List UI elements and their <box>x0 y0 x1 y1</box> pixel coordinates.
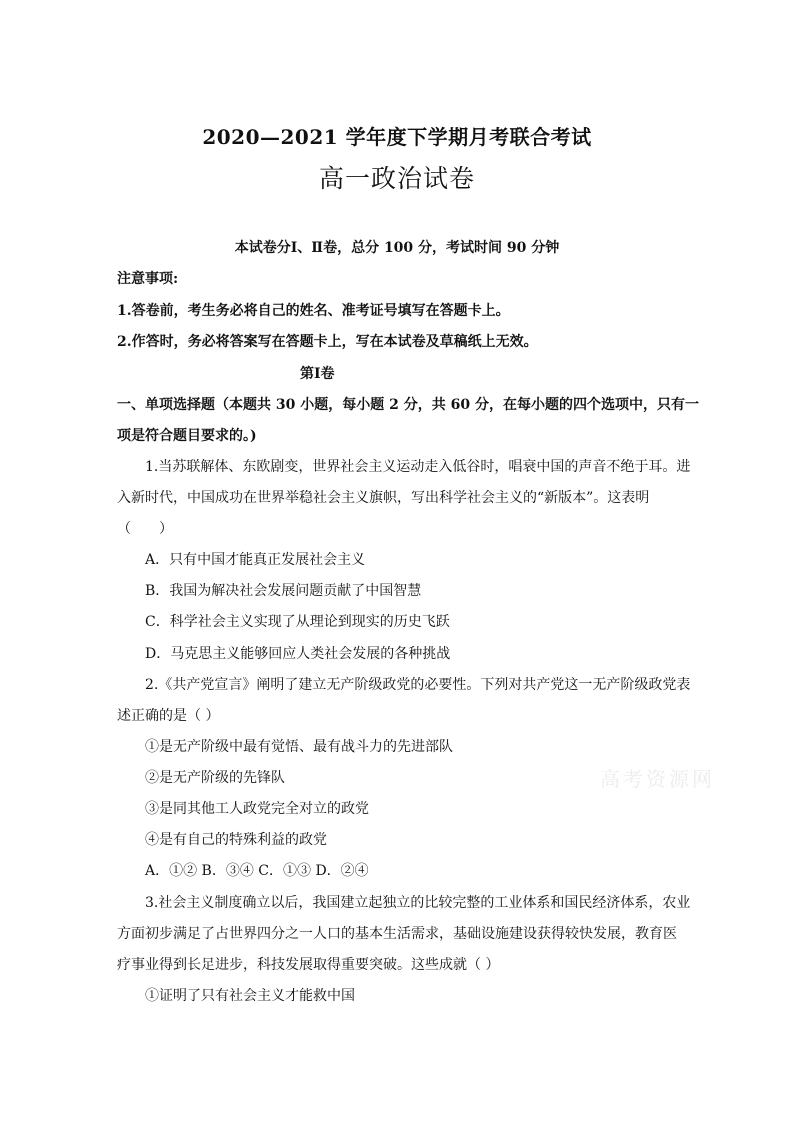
question-stem: 述正确的是（ ） <box>117 708 220 724</box>
question-stem: 2.《共产党宣言》阐明了建立无产阶级政党的必要性。下列对共产党这一无产阶级政党表 <box>145 677 691 693</box>
note-item: 2.作答时，务必将答案写在答题卡上，写在本试卷及草稿纸上无效。 <box>117 334 538 350</box>
statement-item: ②是无产阶级的先锋队 <box>145 770 285 786</box>
answer-option: D．马克思主义能够回应人类社会发展的各种挑战 <box>145 646 451 662</box>
answer-option: C．科学社会主义实现了从理论到现实的历史飞跃 <box>145 614 450 630</box>
answer-option: B．我国为解决社会发展问题贡献了中国智慧 <box>145 583 422 599</box>
answer-options-line: A．①② B．③④ C．①③ D．②④ <box>145 863 369 879</box>
volume-title: 第Ⅰ卷 <box>300 366 335 382</box>
statement-item: ④是有自己的特殊利益的政党 <box>145 832 327 848</box>
question-stem: 方面初步满足了占世界四分之一人口的基本生活需求，基础设施建设获得较快发展，教育医 <box>117 926 677 942</box>
question-stem: 入新时代，中国成功在世界举稳社会主义旗帜，写出科学社会主义的“新版本”。这表明 <box>117 490 650 506</box>
question-stem: （ ） <box>117 521 173 537</box>
note-item: 1.答卷前，考生务必将自己的姓名、准考证号填写在答题卡上。 <box>117 303 510 319</box>
statement-item: ①证明了只有社会主义才能救中国 <box>145 988 355 1004</box>
statement-item: ③是同其他工人政党完全对立的政党 <box>145 801 369 817</box>
answer-option: A．只有中国才能真正发展社会主义 <box>145 552 366 568</box>
exam-title: 2020—2021 学年度下学期月考联合考试 <box>202 125 592 149</box>
statement-item: ①是无产阶级中最有觉悟、最有战斗力的先进部队 <box>145 739 453 755</box>
section-instruction: 项是符合题目要求的。) <box>117 428 257 444</box>
exam-info: 本试卷分Ⅰ、Ⅱ卷，总分 100 分，考试时间 90 分钟 <box>234 240 560 256</box>
question-stem: 疗事业得到长足进步，科技发展取得重要突破。这些成就（ ） <box>117 957 500 973</box>
section-instruction: 一、单项选择题（本题共 30 小题，每小题 2 分，共 60 分，在每小题的四个选项中，只有一 <box>117 397 699 413</box>
exam-subtitle: 高一政治试卷 <box>318 164 475 193</box>
question-stem: 3.社会主义制度确立以后，我国建立起独立的比较完整的工业体系和国民经济体系，农业 <box>145 895 691 911</box>
question-stem: 1.当苏联解体、东欧剧变，世界社会主义运动走入低谷时，唱衰中国的声音不绝于耳。进 <box>145 459 691 475</box>
watermark: 高考资源网 <box>600 767 715 791</box>
notes-heading: 注意事项: <box>117 271 179 287</box>
